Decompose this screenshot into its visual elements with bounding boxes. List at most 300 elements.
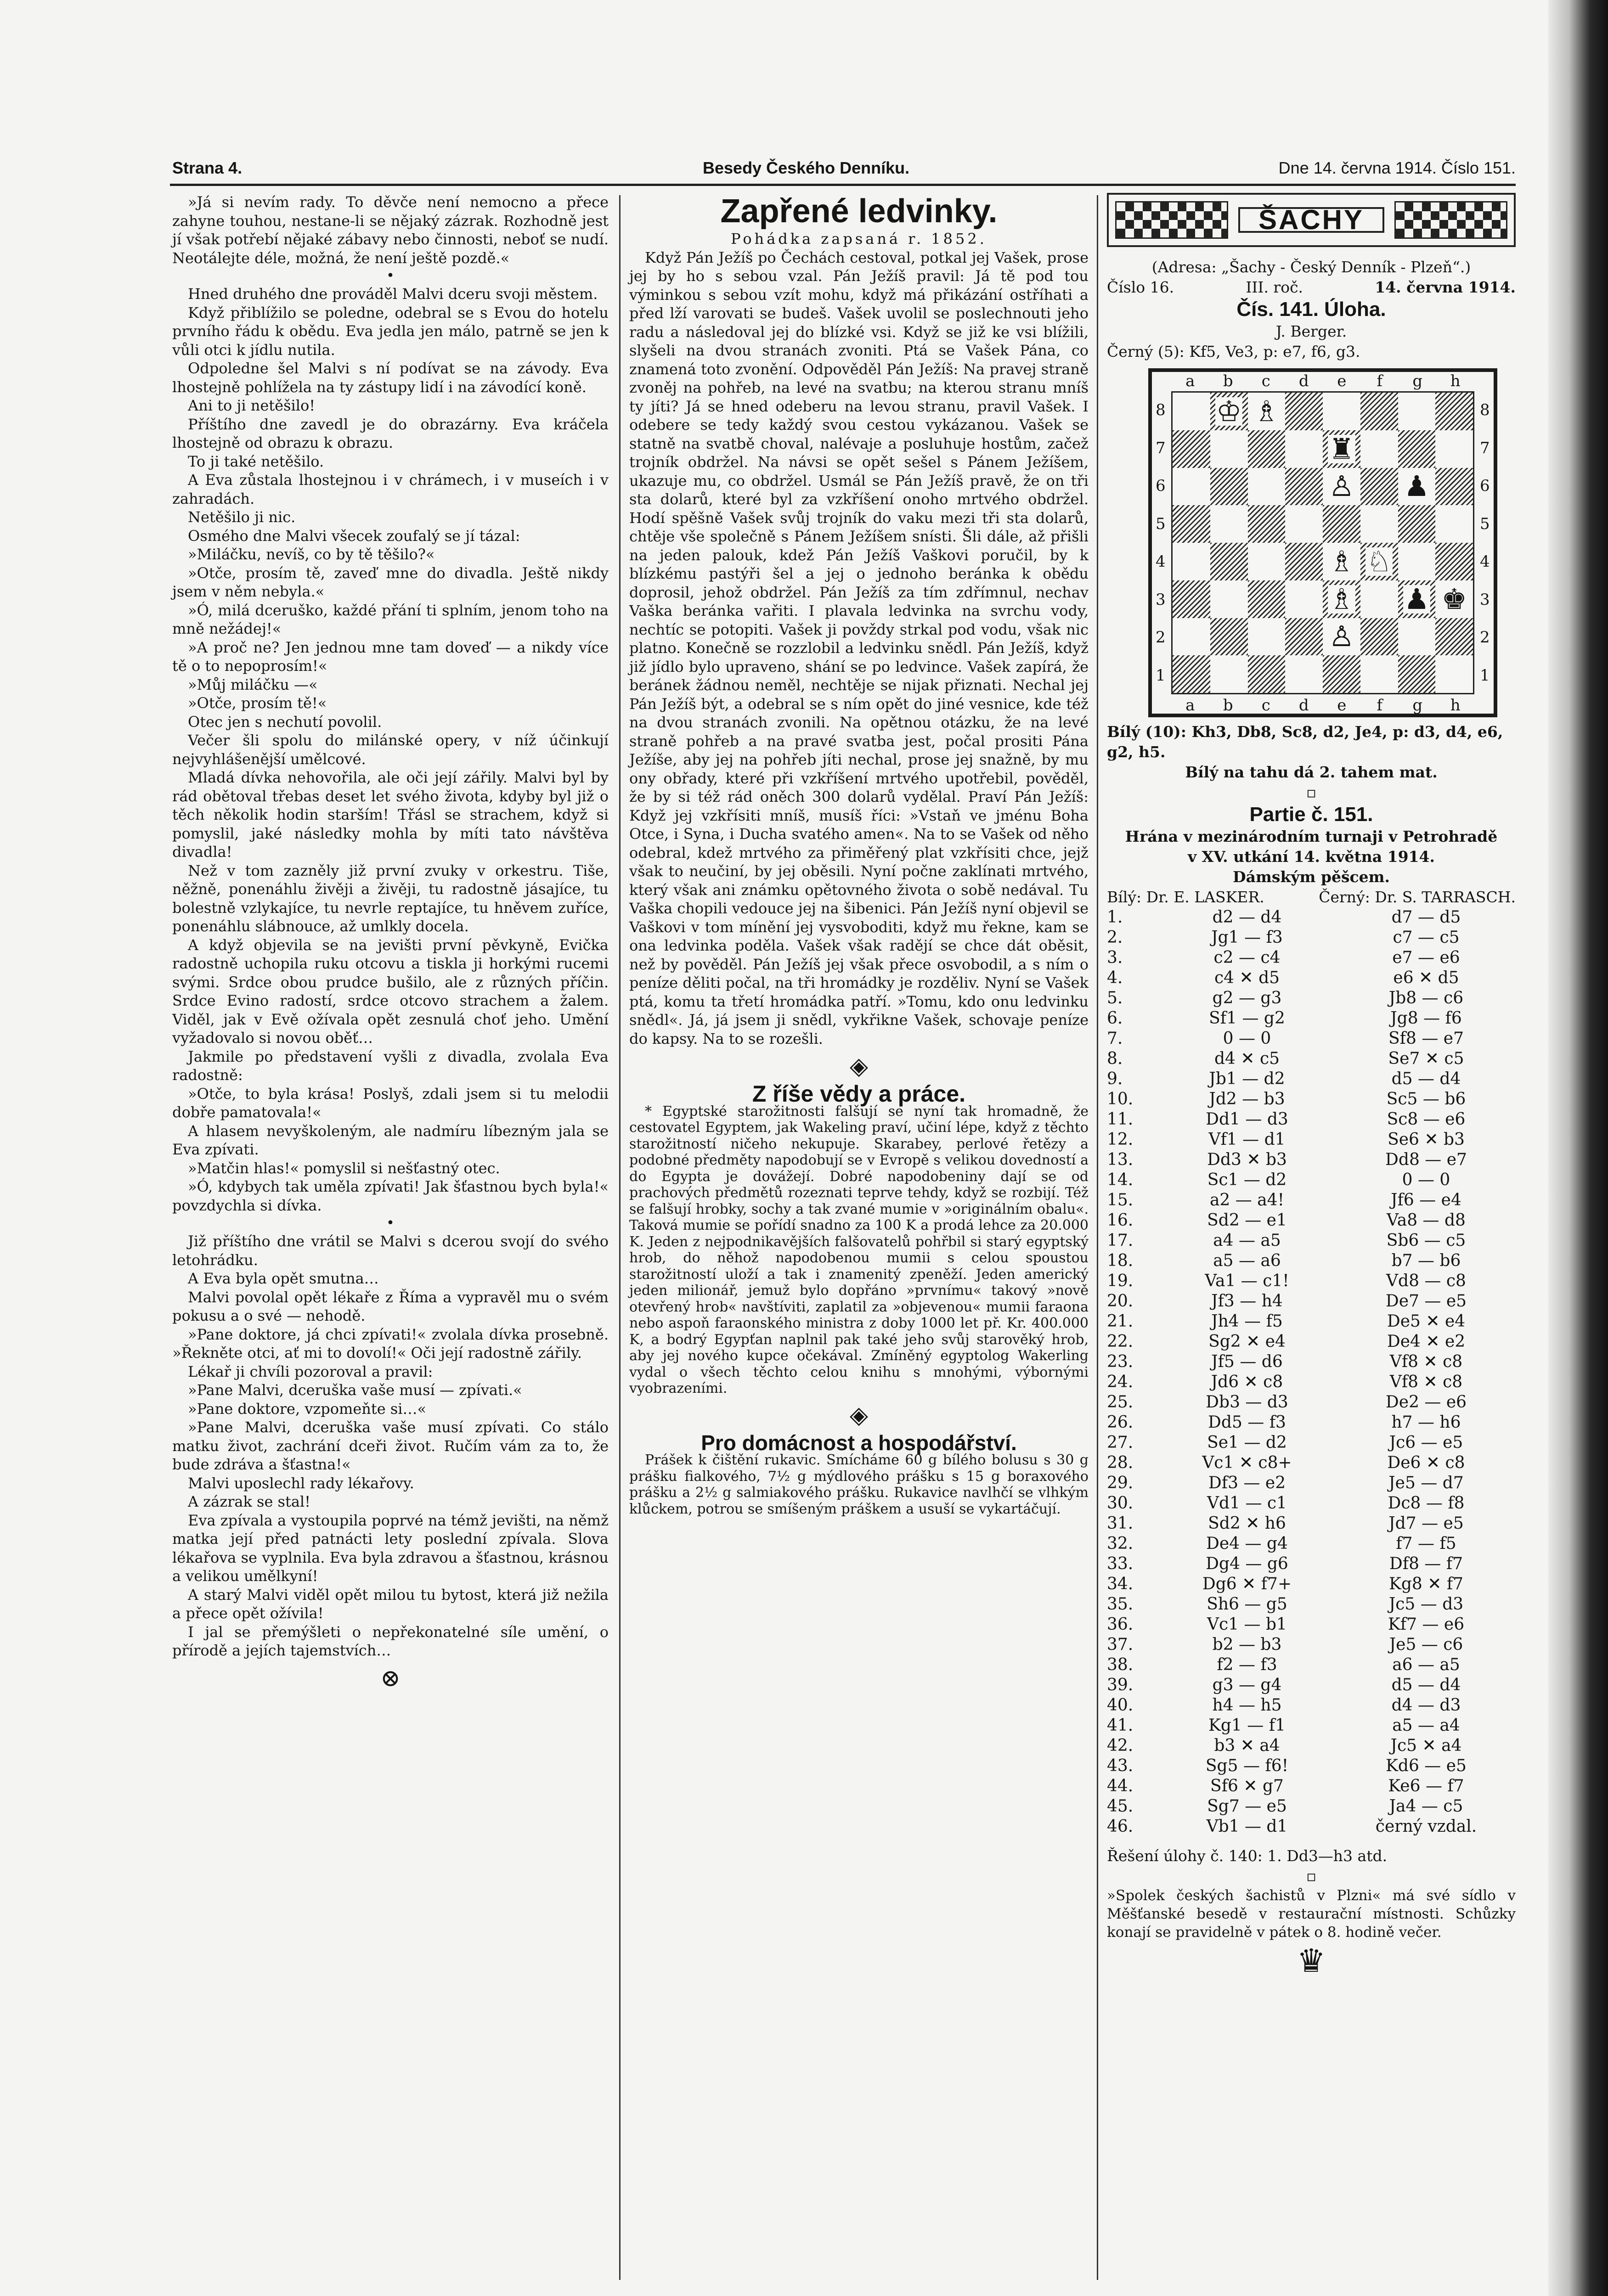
white-move: Vc1 — b1 [1207, 1615, 1287, 1634]
problem-title: Čís. 141. Úloha. [1236, 298, 1386, 321]
ornament-icon: ◈ [850, 1401, 868, 1429]
board-square [1285, 468, 1323, 506]
board-square [1210, 468, 1248, 506]
column-rule [1097, 195, 1098, 2280]
move-row [1107, 1554, 1516, 1574]
story-paragraph: A hlasem nevyškoleným, ale nadmíru líbezným jala se Eva zpívati. [172, 1122, 609, 1158]
white-move: g3 — g4 [1212, 1676, 1282, 1694]
black-move: d5 — d4 [1391, 1069, 1461, 1088]
move-number: 45. [1107, 1797, 1134, 1816]
move-row [1107, 1412, 1516, 1433]
board-square [1248, 580, 1286, 618]
board-square [1360, 430, 1398, 468]
board-square [1435, 505, 1473, 543]
black-move: Sf8 — e7 [1388, 1029, 1464, 1048]
board-square [1210, 618, 1248, 656]
board-square [1173, 655, 1210, 693]
move-number: 11. [1107, 1110, 1134, 1129]
move-row [1107, 1695, 1516, 1716]
move-row [1107, 1352, 1516, 1372]
white-move: Sc1 — d2 [1207, 1171, 1287, 1189]
black-move: e7 — e6 [1392, 948, 1460, 967]
story-paragraph: To ji také netěšilo. [188, 452, 324, 470]
move-number: 36. [1107, 1615, 1134, 1634]
rank-labels-right [1480, 391, 1490, 694]
move-number: 46. [1107, 1817, 1134, 1836]
white-move: f2 — f3 [1217, 1655, 1277, 1674]
chess-piece-icon: ♟ [1404, 582, 1430, 616]
file-label: g [1412, 372, 1423, 390]
white-move: Df3 — e2 [1208, 1474, 1286, 1492]
board-square [1398, 430, 1436, 468]
move-row [1107, 1029, 1516, 1049]
rank-label: 4 [1156, 552, 1166, 571]
chess-issue-date: 14. června 1914. [1375, 278, 1516, 296]
story-paragraph: A zázrak se stal! [188, 1493, 310, 1510]
move-row [1107, 1736, 1516, 1756]
story-paragraph: Ani to ji netěšilo! [188, 397, 316, 414]
white-move: d2 — d4 [1212, 908, 1282, 927]
board-square [1398, 393, 1436, 430]
move-number: 44. [1107, 1777, 1134, 1795]
white-move: Jf3 — h4 [1211, 1292, 1283, 1311]
chess-banner-title: ŠACHY [1238, 207, 1384, 233]
move-row [1107, 1008, 1516, 1029]
checkerboard-strip-icon [1394, 201, 1507, 239]
column-rule [619, 195, 621, 2280]
story-paragraph: Eva zpívala a vystoupila poprvé na témž jevišti, na němž matka její před patnácti lety poslední zpívala. Slova lékařova se vyplnila. Eva byla zdravou a šťastnou, krásnou a velikou umělkyní! [172, 1511, 609, 1585]
chessboard [1171, 391, 1474, 694]
chess-piece-icon: ♗ [1329, 582, 1354, 616]
white-move: Dg4 — g6 [1206, 1554, 1288, 1573]
board-square [1323, 655, 1360, 693]
rank-label: 2 [1480, 628, 1490, 647]
file-label: g [1412, 696, 1423, 715]
move-number: 17. [1107, 1231, 1134, 1250]
board-square [1323, 580, 1360, 618]
move-row [1107, 1473, 1516, 1493]
move-row [1107, 1796, 1516, 1817]
board-square [1173, 468, 1210, 506]
story-column-continued [172, 193, 609, 1697]
file-label: d [1298, 372, 1309, 390]
white-move: c4 ✕ d5 [1214, 968, 1280, 987]
crown-ornament-icon: ♛ [1297, 1942, 1326, 1980]
black-move: c7 — c5 [1393, 928, 1460, 947]
file-label: h [1450, 696, 1461, 715]
rank-label: 4 [1480, 552, 1490, 571]
story-paragraph: Hned druhého dne prováděl Malvi dceru svoji městem. [188, 285, 598, 303]
move-number: 3. [1107, 948, 1123, 967]
move-number: 42. [1107, 1736, 1134, 1755]
board-square [1435, 618, 1473, 656]
board-square [1398, 543, 1436, 580]
board-square [1210, 543, 1248, 580]
board-square [1248, 430, 1286, 468]
black-move: d4 — d3 [1391, 1696, 1461, 1715]
problem-task: Bílý na tahu dá 2. tahem mat. [1185, 763, 1438, 781]
story-paragraph: A když objevila se na jevišti první pěvkyně, Evička radostně uchopila ruku otcovu a tiskla ji horkými rucemi svými. Srdce obou prudce bušilo, ale z různých příčin. Srdce Evino radostí, srdce otcovo strachem a žalem. Viděl, jak v Evě ožívala opět zesnulá choť jeho. Umění vyžadovalo si novou oběť… [172, 936, 609, 1047]
rank-label: 3 [1156, 590, 1166, 609]
move-row [1107, 928, 1516, 948]
board-square [1435, 543, 1473, 580]
move-row [1107, 988, 1516, 1008]
black-move: Vf8 ✕ c8 [1389, 1352, 1463, 1371]
black-move: černý vzdal. [1375, 1817, 1477, 1836]
chess-piece-icon: ♙ [1329, 619, 1354, 653]
rank-label: 6 [1480, 477, 1490, 495]
story-paragraph: Osmého dne Malvi všecek zoufalý se jí tázal: [188, 527, 520, 545]
story-paragraph: »Pane Malvi, dceruška vaše musí zpívati. Co stálo matku život, zachrání dceři život. Ručím vám za to, že bude zdráva a šťastna!« [172, 1418, 609, 1473]
story-paragraph: Lékař ji chvíli pozoroval a pravil: [188, 1362, 433, 1380]
move-row [1107, 1231, 1516, 1251]
story-paragraph: »Pane doktore, vzpomeňte si…« [188, 1400, 427, 1418]
move-row [1107, 968, 1516, 988]
ornament-icon: ◈ [850, 1052, 868, 1080]
middle-column [629, 193, 1089, 1517]
file-label: b [1223, 696, 1233, 715]
black-move: De5 ✕ e4 [1387, 1312, 1466, 1331]
move-number: 18. [1107, 1251, 1134, 1270]
board-square [1360, 468, 1398, 506]
move-row [1107, 1150, 1516, 1170]
club-notice: »Spolek českých šachistů v Plzni« má své sídlo v Měšťanské besedě v restaurační místnosti. Schůzky konají se pravidelně v pátek o 8. hodině večer. [1107, 1887, 1516, 1941]
board-square [1435, 655, 1473, 693]
section-dot-icon: • [386, 1215, 395, 1231]
move-number: 35. [1107, 1595, 1134, 1614]
black-move: Se6 ✕ b3 [1388, 1130, 1465, 1149]
white-move: Jb1 — d2 [1209, 1069, 1285, 1088]
story-paragraph: Již příštího dne vrátil se Malvi s dcerou svojí do svého letohrádku. [172, 1232, 609, 1269]
file-label: c [1261, 696, 1270, 715]
board-square [1173, 393, 1210, 430]
black-move: Vf8 ✕ c8 [1389, 1373, 1463, 1391]
board-square [1248, 393, 1286, 430]
white-position: Bílý (10): Kh3, Db8, Sc8, d2, Je4, p: d3, d4, e6, g2, h5. [1107, 723, 1503, 761]
board-square [1173, 430, 1210, 468]
black-move: 0 — 0 [1402, 1171, 1450, 1189]
board-square [1248, 655, 1286, 693]
white-move: g2 — g3 [1212, 989, 1282, 1007]
story-paragraph: Netěšilo ji nic. [188, 508, 296, 526]
move-row [1107, 1817, 1516, 1837]
rank-labels-left [1156, 391, 1166, 694]
white-move: Sf6 ✕ g7 [1210, 1777, 1284, 1795]
board-square [1323, 618, 1360, 656]
square-ornament-icon: ▫ [1306, 1867, 1317, 1885]
board-square [1435, 468, 1473, 506]
move-row [1107, 1190, 1516, 1210]
board-square [1435, 430, 1473, 468]
black-move: a6 — a5 [1392, 1655, 1460, 1674]
file-label: d [1298, 696, 1309, 715]
move-row [1107, 1170, 1516, 1190]
move-row [1107, 1534, 1516, 1554]
game-description: Hrána v mezinárodním turnaji v Petrohradě [1125, 827, 1498, 845]
move-row [1107, 1109, 1516, 1130]
household-article: Prášek k čištění rukavic. Smícháme 60 g bílého bolusu s 30 g prášku fialkového, 7½ g mýdlového prášku s 15 g boraxového prášku a 2½ g salmiakového prášku. Rukavice navlhčí se vlhkým klůckem, potrou se smíšeným práškem a usuší se vykartáčují. [629, 1452, 1089, 1517]
board-square [1398, 618, 1436, 656]
previous-solution: Řešení úlohy č. 140: 1. Dd3—h3 atd. [1107, 1847, 1388, 1865]
board-square [1285, 543, 1323, 580]
story-paragraph: Večer šli spolu do milánské opery, v níž účinkují nejvyhlášenější umělcové. [172, 732, 609, 768]
black-move: De6 ✕ c8 [1387, 1453, 1465, 1472]
move-number: 24. [1107, 1373, 1134, 1391]
move-number: 33. [1107, 1554, 1134, 1573]
move-row [1107, 1210, 1516, 1231]
move-number: 41. [1107, 1716, 1134, 1735]
white-move: Sd2 — e1 [1207, 1211, 1287, 1230]
white-move: Sg7 — e5 [1207, 1797, 1287, 1816]
move-row [1107, 1776, 1516, 1796]
move-number: 38. [1107, 1655, 1134, 1674]
black-move: Jb8 — c6 [1388, 989, 1464, 1007]
black-move: De4 ✕ e2 [1387, 1332, 1466, 1351]
rank-label: 5 [1156, 514, 1166, 533]
chess-column [1107, 193, 1516, 1980]
move-number: 4. [1107, 968, 1123, 987]
story-paragraph: »Matčin hlas!« pomyslil si nešťastný otec. [188, 1159, 500, 1177]
white-move: Sd2 ✕ h6 [1208, 1514, 1286, 1533]
chess-year: III. roč. [1246, 278, 1303, 296]
board-square [1285, 618, 1323, 656]
story-paragraph: »Ó, milá dceruško, každé přání ti splním, jenom toho na mně nežádej!« [172, 601, 609, 637]
move-row [1107, 1089, 1516, 1109]
white-move: Sh6 — g5 [1207, 1595, 1287, 1614]
rank-label: 6 [1156, 477, 1166, 495]
move-number: 31. [1107, 1514, 1134, 1533]
board-square [1173, 505, 1210, 543]
move-row [1107, 1049, 1516, 1069]
black-move: Kf7 — e6 [1388, 1615, 1465, 1634]
black-move: De2 — e6 [1385, 1393, 1467, 1412]
black-move: a5 — a4 [1392, 1716, 1460, 1735]
move-number: 8. [1107, 1049, 1123, 1068]
file-label: c [1261, 372, 1270, 390]
problem-author: J. Berger. [1275, 322, 1347, 340]
players-line [1107, 887, 1516, 907]
move-row [1107, 1675, 1516, 1695]
move-number: 1. [1107, 908, 1123, 927]
opening-name: Dámským pěšcem. [1232, 868, 1390, 886]
white-move: Vb1 — d1 [1206, 1817, 1288, 1836]
white-move: a5 — a6 [1213, 1251, 1281, 1270]
story-paragraph: A Eva byla opět smutna… [188, 1270, 379, 1287]
story-paragraph: »Ó, kdybych tak uměla zpívati! Jak šťastnou bych byla!« povzdychla si dívka. [172, 1178, 609, 1214]
black-move: Jc5 ✕ a4 [1390, 1736, 1462, 1755]
white-move: Vd1 — c1 [1207, 1494, 1287, 1513]
move-number: 29. [1107, 1474, 1134, 1492]
rank-label: 5 [1480, 514, 1490, 533]
white-move: a2 — a4! [1209, 1191, 1285, 1210]
move-row [1107, 1130, 1516, 1150]
move-number: 28. [1107, 1453, 1134, 1472]
file-labels-top [1171, 371, 1474, 391]
chess-piece-icon: ♗ [1253, 394, 1280, 428]
move-row [1107, 1433, 1516, 1453]
move-number: 34. [1107, 1575, 1134, 1593]
board-square [1248, 543, 1286, 580]
move-number: 23. [1107, 1352, 1134, 1371]
publication-title: Besedy Českého Denníku. [703, 158, 910, 177]
board-square [1285, 430, 1323, 468]
board-square [1248, 618, 1286, 656]
move-number: 39. [1107, 1676, 1134, 1694]
move-row [1107, 907, 1516, 928]
rank-label: 8 [1480, 401, 1490, 420]
page-header [152, 154, 1516, 181]
board-square [1285, 505, 1323, 543]
story-paragraph: »Pane doktore, já chci zpívati!« zvolala dívka prosebně. »Řekněte otci, ať mi to dovolí!« Oči její radostně zářily. [172, 1325, 609, 1362]
story-paragraph: Otec jen s nechutí povolil. [188, 713, 382, 731]
section-title-science: Z říše vědy a práce. [752, 1081, 966, 1107]
board-square [1360, 618, 1398, 656]
black-move: Kg8 ✕ f7 [1388, 1575, 1464, 1593]
board-square [1210, 580, 1248, 618]
rank-label: 1 [1156, 666, 1166, 685]
board-square [1360, 580, 1398, 618]
chess-piece-icon: ♘ [1366, 544, 1392, 578]
black-move: d5 — d4 [1391, 1676, 1461, 1694]
white-player: Bílý: Dr. E. LASKER. [1107, 888, 1264, 906]
board-square [1173, 618, 1210, 656]
move-number: 32. [1107, 1534, 1134, 1553]
chess-piece-icon: ♚ [1441, 582, 1467, 616]
black-move: De7 — e5 [1385, 1292, 1467, 1311]
story-paragraph: Příštího dne zavedl je do obrazárny. Eva kráčela lhostejně od obrazu k obrazu. [172, 415, 609, 451]
story-paragraph: »Já si nevím rady. To děvče není nemocno a přece zahyne touhou, nestane-li se nějaký zázrak. Rozhodně jest jí však potřebí nějaké zábavy nebo činnosti, neboť se nudí. Neotálejte déle, možná, že není ještě pozdě.« [172, 193, 609, 267]
file-label: b [1223, 372, 1233, 390]
move-row [1107, 1756, 1516, 1776]
white-move: Dd3 ✕ b3 [1207, 1150, 1287, 1169]
article-body: Když Pán Ježíš po Čechách cestoval, potkal jej Vašek, prose jej by ho s sebou vzal. Pán Ježíš pravil: Já tě pod tou výminkou s sebou vzít mohu, když má přikázání ostříhati a před lží varovati se budeš. Vašek uvolil se poslechnouti jeho radu a následoval jej do blízké vsi. Když se již ke vsi blížili, slyšeli na dvou stranách zvoniti. Ptá se Vašek Pána, co znamená toto zvonění. Odpověděl Pán Ježíš: Na pravej straně zvoněj na pohřeb, na levé na svatbu; na kterou stranu mníš ty jíti? Já se hned odeberu na levou stranu, pravil Vašek. I odebere se tedy každý svou cestou vykázanou. Vašek se statně na svatbě choval, nalévaje a posluhuje hostům, začež trojník obdržel. Na návsi se opět sešel s Pánem Ježíšem, ukazuje mu, co obdržel. Usmál se Pán Ježíš pravě, že on tři sta dolarů, které byl za vzkříšení onoho mrtvého obdržel. Hodí spěšně Vašek svůj trojník do vaku mezi tři sta dolarů, chtěje vše společně s Pánem Ježíšem snísti. Šli dále, až přišli na jeden palouk, kdež Pán Ježíš Vaškovi poručil, by k blízkému pastýři šel a jej o jednoho beránka k obědu doprosil, jehož obdržel. Pán Ježíš za tím zdřímnul, nechav Vaška beránka vařiti. I plavala ledvinka na svrchu vody, nechtíc se potopiti. Vašek ji povždy strkal pod vodu, však nic platno. Konečně se rozzlobil a ledvinku snědl. Pán Ježíš, když již jídlo bylo upraveno, shání se po ledvince. Vašek zapírá, že beránek žádnou neměl, nechtěje se nijak přiznati. Nechal jej Pán Ježíš být, a odebral se s ním opět do jiné vesnice, kde též na dvou stranách zvonili. Na opětnou otázku, že na levé straně pohřeb a na pravé svatba jest, počal prositi Pána Ježíše, aby jej na pohřeb jíti nechal, prose jej snažně, by mu ony obřady, které při vzkříšení mrtvého upotřebil, pověděl, že by si též rád oněch 300 dolarů vydělal. Praví Pán Ježíš: Když jej vzkřísiti mníš, musíš říci: »Vstaň ve jménu Boha Otce, i Syna, i Ducha svatého amen«. Na to se Vašek od něho odebral, kdež mrtvého za přiměřený plat vzkřísiti chce, jejž však to neučiní, by jej oběsili. Nyní počne zaklínati mrtvého, který však ani známku opětovného života o sobě nedával. Tu Vaška chopili vedouce jej na šibenici. Pán Ježíš nyní objevil se Vaškovi v tom mínění jej vysvoboditi, když mu řekne, kam se ona ledvinka poděla. Vašek však radějí se chce dát oběsit, než by pověděl. Pán Ježíš jej však přece osvobodil, a s ním o peníze děliti počal, na tři hromádky je rozděliv. Nyní se Vašek ptá, komu ta třetí hromádka patří. »Tomu, kdo onu ledvinku snědl«. Já, já jsem ji snědl, vykřikne Vašek, schovaje peníze do kapsy. Na to se rozešli. [629, 248, 1089, 1047]
ornament-icon: ⊗ [380, 1664, 401, 1692]
move-number: 15. [1107, 1191, 1134, 1210]
game-title: Partie č. 151. [1249, 803, 1373, 826]
move-number: 27. [1107, 1433, 1134, 1452]
move-row [1107, 1514, 1516, 1534]
white-move: c2 — c4 [1213, 948, 1281, 967]
black-move: Ja4 — c5 [1389, 1797, 1463, 1816]
moves-table [1107, 907, 1516, 1837]
science-article: * Egyptské starožitnosti falšují se nyní tak hromadně, že cestovatel Egyptem, jak Wakeling praví, učiní lépe, když z těchto starožitností ničeho nekupuje. Skarabey, perlové řetězy a podobné předměty napodobují se v Evropě s velikou dovedností a do Egypta je dovážejí. Dobré napodobeniny dají se od prachových předmětů rozeznati teprve tehdy, když se rozbijí. Též se falšují hrobky, sochy a tak zvané mumie v »originálním obalu«. Taková mumie se pořídí snadno za 100 K a prodá lehce za 20.000 K. Jeden z nejpodnikavějších falšovatelů pohřbil si starý egyptský hrob, do něhož napodobenou mumii s celou spoustou starožitností uloží a tak i znamenitý zpeněží. Jeden americký jeden milionář, jemuž bylo dopřáno »prvnímu« takový »nově otevřený hrob« navštíviti, zaplatil za »objevenou« mumii faraona nebo aspoň faraonského ministra z doby 1000 let př. Kr. 400.000 K, a bodrý Egypťan naplnil pak také jeho svůj starověký hrob, aby jej nového kupce očekával. Zmíněný egyptolog Wakerling vydal o všech těchto celou knihu s mnohými, výbornými vyobrazeními. [629, 1103, 1089, 1396]
story-paragraph: »Otče, to byla krása! Poslyš, zdali jsem si tu melodii dobře pamatovala!« [172, 1085, 609, 1121]
move-row [1107, 1453, 1516, 1473]
move-row [1107, 1594, 1516, 1615]
story-paragraph: A starý Malvi viděl opět milou tu bytost, která již nežila a přece opět ožívila! [172, 1586, 609, 1622]
move-number: 37. [1107, 1635, 1134, 1654]
story-paragraph: »Miláčku, nevíš, co by tě těšilo?« [188, 546, 435, 563]
board-square [1285, 580, 1323, 618]
board-square [1360, 543, 1398, 580]
story-paragraph: Než v tom zazněly již první zvuky v orkestru. Tiše, něžně, ponenáhlu živěji a živěji, tu radostně jásajíce, tu bolestně vzlykajíce, tu nevrle reptajíce, tu hněvem zuříce, ponenáhlu slábnouce, až umlkly docela. [172, 861, 609, 935]
move-row [1107, 1332, 1516, 1352]
chess-piece-icon: ♜ [1329, 432, 1354, 466]
black-move: Dc8 — f8 [1388, 1494, 1465, 1513]
article-title: Zapřené ledvinky. [720, 193, 998, 230]
newspaper-page [152, 92, 1516, 2296]
black-move: Sb6 — c5 [1386, 1231, 1466, 1250]
chess-issue-number: Číslo 16. [1107, 278, 1174, 296]
move-number: 21. [1107, 1312, 1134, 1331]
board-square [1248, 468, 1286, 506]
rank-label: 2 [1156, 628, 1166, 647]
rank-label: 3 [1480, 590, 1490, 609]
black-move: Jd7 — e5 [1388, 1514, 1464, 1533]
board-square [1323, 543, 1360, 580]
board-square [1360, 655, 1398, 693]
board-square [1360, 393, 1398, 430]
white-move: b3 ✕ a4 [1214, 1736, 1280, 1755]
white-move: De4 — g4 [1206, 1534, 1288, 1553]
black-move: Jg8 — f6 [1390, 1009, 1462, 1028]
black-move: e6 ✕ d5 [1393, 968, 1459, 987]
page-number: Strana 4. [172, 158, 243, 177]
header-rule [170, 184, 1516, 186]
black-move: Ke6 — f7 [1388, 1777, 1464, 1795]
white-move: a4 — a5 [1213, 1231, 1281, 1250]
move-number: 30. [1107, 1494, 1134, 1513]
story-paragraph: »Otče, prosím tě!« [188, 694, 327, 712]
white-move: h4 — h5 [1212, 1696, 1282, 1715]
black-move: Df8 — f7 [1389, 1554, 1463, 1573]
black-move: Vd8 — c8 [1386, 1272, 1466, 1290]
board-square [1210, 655, 1248, 693]
story-paragraph: Jakmile po představení vyšli z divadla, zvolala Eva radostně: [172, 1047, 609, 1084]
checkerboard-strip-icon [1115, 201, 1228, 239]
story-paragraph: »A proč ne? Jen jednou mne tam doveď — a nikdy více tě o to nepoprosím!« [172, 638, 609, 675]
move-number: 5. [1107, 989, 1123, 1007]
move-number: 40. [1107, 1696, 1134, 1715]
move-number: 22. [1107, 1332, 1134, 1351]
white-move: Jf5 — d6 [1211, 1352, 1283, 1371]
rank-label: 1 [1480, 666, 1490, 685]
move-row [1107, 1493, 1516, 1514]
board-square [1360, 505, 1398, 543]
move-number: 19. [1107, 1272, 1134, 1290]
black-move: Kd6 — e5 [1386, 1756, 1467, 1775]
board-square [1210, 393, 1248, 430]
white-move: Jd2 — b3 [1209, 1090, 1285, 1109]
chess-diagram [1148, 368, 1497, 717]
board-square [1398, 468, 1436, 506]
board-square [1398, 580, 1436, 618]
move-row [1107, 1271, 1516, 1291]
black-move: b7 — b6 [1391, 1251, 1461, 1270]
move-number: 13. [1107, 1150, 1134, 1169]
board-square [1210, 505, 1248, 543]
move-row [1107, 1069, 1516, 1089]
black-move: h7 — h6 [1391, 1413, 1461, 1432]
move-row [1107, 948, 1516, 968]
black-move: Jc6 — e5 [1389, 1433, 1463, 1452]
square-ornament-icon: ▫ [1306, 783, 1317, 801]
black-move: Je5 — d7 [1388, 1474, 1464, 1492]
story-paragraph: Odpoledne šel Malvi s ní podívat se na závody. Eva lhostejně pohlížela na ty zástupy lidí i na závodící koně. [172, 360, 609, 396]
black-move: f7 — f5 [1396, 1534, 1456, 1553]
white-move: Vc1 ✕ c8+ [1202, 1453, 1292, 1472]
file-label: h [1450, 372, 1461, 390]
white-move: Kg1 — f1 [1208, 1716, 1286, 1735]
white-move: Jg1 — f3 [1211, 928, 1283, 947]
move-number: 6. [1107, 1009, 1123, 1028]
move-row [1107, 1635, 1516, 1655]
story-paragraph: »Otče, prosím tě, zaveď mne do divadla. Ještě nikdy jsem v něm nebyla.« [172, 564, 609, 600]
file-labels-bottom [1171, 695, 1474, 715]
board-square [1210, 430, 1248, 468]
move-number: 43. [1107, 1756, 1134, 1775]
board-square [1285, 393, 1323, 430]
